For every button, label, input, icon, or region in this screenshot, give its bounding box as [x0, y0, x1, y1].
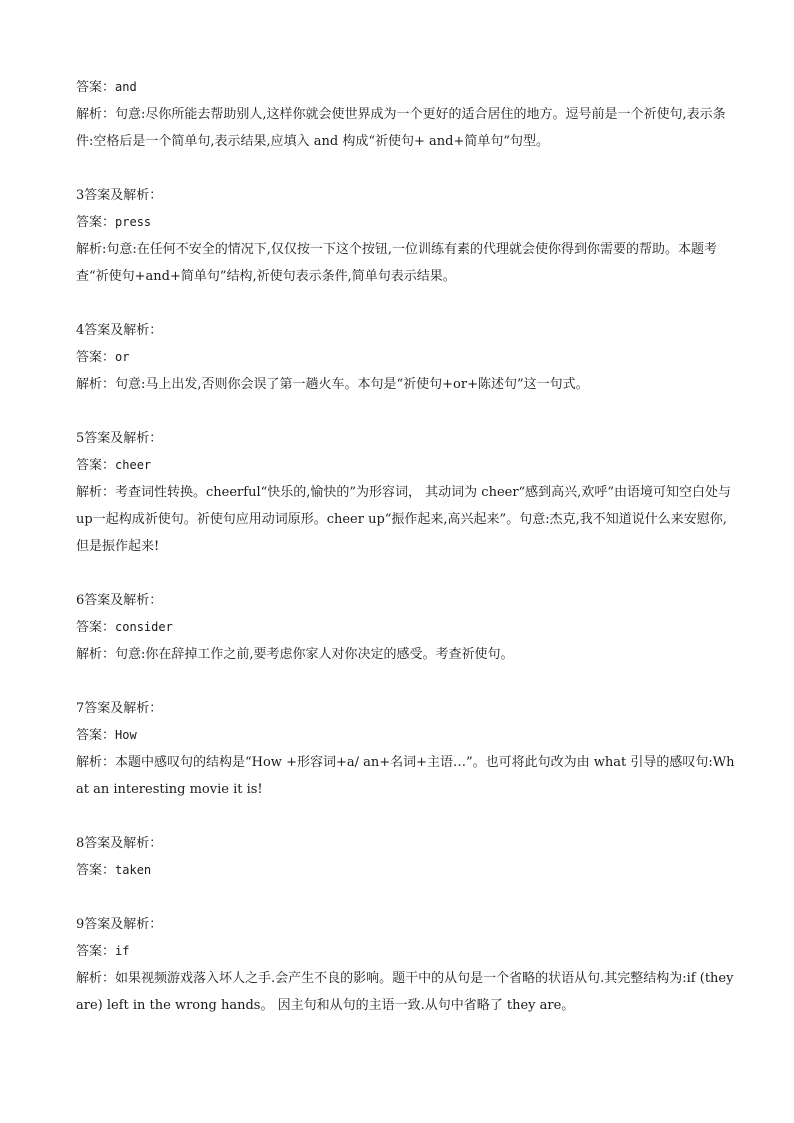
- answer-value: How: [115, 728, 137, 742]
- spacer: [76, 560, 736, 587]
- answer-label: 答案：: [76, 620, 116, 635]
- answer-value: or: [115, 350, 130, 364]
- explanation-text: 解析：如果视频游戏落入坏人之手.会产生不良的影响。题干中的从句是一个省略的状语从句.其完整结构为:if (they are) left in the wrong hands。 因主句和从句的主语一致.从句中省略了 they are。: [76, 971, 734, 1013]
- answer-label: 答案：: [76, 350, 116, 365]
- answer-value: press: [115, 215, 152, 229]
- answer-line: [76, 614, 736, 641]
- question-heading: 5答案及解析：: [76, 431, 163, 446]
- answer-label: 答案：: [76, 728, 116, 743]
- spacer: [76, 803, 736, 830]
- answer-line: [76, 857, 736, 884]
- answer-block: [76, 74, 736, 155]
- explanation-text: 解析：句意:马上出发,否则你会误了第一趟火车。本句是“祈使句+or+陈述句”这一句式。: [76, 377, 589, 392]
- answer-block: [76, 182, 736, 290]
- answer-label: 答案：: [76, 215, 116, 230]
- answer-line: [76, 722, 736, 749]
- answer-value: consider: [115, 620, 173, 634]
- explanation-text: 解析：本题中感叹句的结构是“How +形容词+a/ an+名词+主语…”。也可将此句改为由 what 引导的感叹句:What an interesting movie it is!: [76, 755, 735, 797]
- answer-block: [76, 830, 736, 884]
- explanation-text: 解析：考查词性转换。cheerful“快乐的,愉快的”为形容词， 其动词为 cheer“感到高兴,欢呼”由语境可知空白处与 up一起构成祈使句。祈使句应用动词原形。cheer up“振作起来,高兴起来”。句意:杰克,我不知道说什么来安慰你,但是振作起来!: [76, 485, 731, 554]
- answer-label: 答案：: [76, 458, 116, 473]
- answer-block: [76, 587, 736, 668]
- answer-value: and: [115, 80, 137, 94]
- answer-value: if: [115, 944, 130, 958]
- answer-block: [76, 911, 736, 1019]
- question-heading: 6答案及解析：: [76, 593, 163, 608]
- explanation-text: 解析：句意:尽你所能去帮助别人,这样你就会使世界成为一个更好的适合居住的地方。逗号前是一个祈使句,表示条件:空格后是一个简单句,表示结果,应填入 and 构成“祈使句+ and+简单句”句型。: [76, 107, 726, 149]
- answer-block: [76, 695, 736, 803]
- question-heading: 8答案及解析：: [76, 836, 163, 851]
- explanation-text: 解析：句意:你在辞掉工作之前,要考虑你家人对你决定的感受。考查祈使句。: [76, 647, 514, 662]
- answer-block: [76, 317, 736, 398]
- answer-line: [76, 209, 736, 236]
- question-heading: 3答案及解析：: [76, 188, 163, 203]
- question-heading: 4答案及解析：: [76, 323, 163, 338]
- answer-line: [76, 938, 736, 965]
- spacer: [76, 398, 736, 425]
- answer-label: 答案：: [76, 944, 116, 959]
- answer-value: cheer: [115, 458, 152, 472]
- answer-label: 答案：: [76, 80, 116, 95]
- spacer: [76, 884, 736, 911]
- spacer: [76, 155, 736, 182]
- answer-line: [76, 452, 736, 479]
- answer-value: taken: [115, 863, 152, 877]
- answer-block: [76, 425, 736, 560]
- spacer: [76, 290, 736, 317]
- question-heading: 9答案及解析：: [76, 917, 163, 932]
- answer-list: [76, 74, 736, 1019]
- answer-line: [76, 74, 736, 101]
- spacer: [76, 668, 736, 695]
- answer-label: 答案：: [76, 863, 116, 878]
- question-heading: 7答案及解析：: [76, 701, 163, 716]
- answer-line: [76, 344, 736, 371]
- explanation-text: 解析:句意:在任何不安全的情况下,仅仅按一下这个按钮,一位训练有素的代理就会使你得到你需要的帮助。本题考查“祈使句+and+简单句”结构,祈使句表示条件,简单句表示结果。: [76, 242, 718, 284]
